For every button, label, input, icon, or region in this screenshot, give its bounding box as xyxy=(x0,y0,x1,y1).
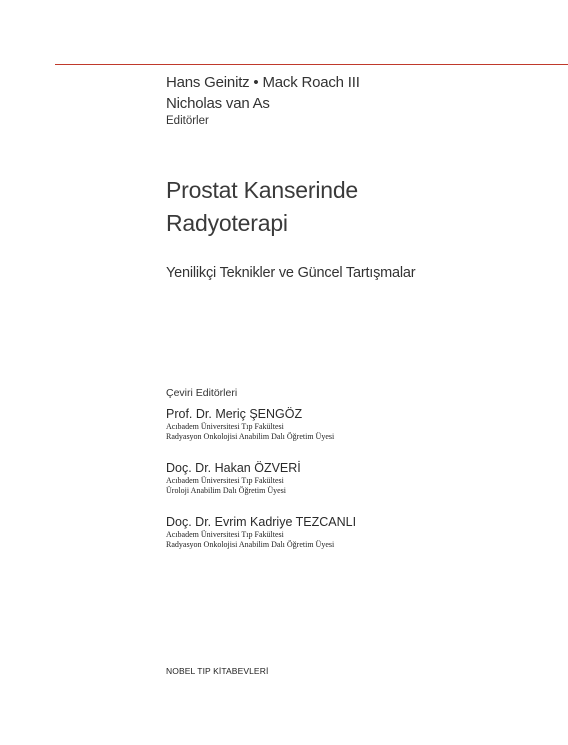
publisher-name: NOBEL TIP KİTABEVLERİ xyxy=(166,666,269,676)
translator-name: Doç. Dr. Evrim Kadriye TEZCANLI xyxy=(166,515,357,529)
translator-affiliation-line-2: Radyasyon Onkolojisi Anabilim Dalı Öğretim Üyesi xyxy=(166,540,335,549)
translator-affiliation-line-1: Acıbadem Üniversitesi Tıp Fakültesi xyxy=(166,476,284,485)
editors-names-line-2: Nicholas van As xyxy=(166,95,270,112)
translator-name: Doç. Dr. Hakan ÖZVERİ xyxy=(166,461,301,475)
translator-entry xyxy=(166,406,356,442)
editors-role-label: Editörler xyxy=(166,115,209,127)
book-title xyxy=(166,174,358,240)
top-red-rule xyxy=(55,64,568,65)
translator-affiliation-line-1: Acıbadem Üniversitesi Tıp Fakültesi xyxy=(166,530,284,539)
book-subtitle: Yenilikçi Teknikler ve Güncel Tartışmalar xyxy=(166,265,416,281)
translator-affiliation-line-2: Üroloji Anabilim Dalı Öğretim Üyesi xyxy=(166,486,286,495)
translation-editors-section xyxy=(166,386,356,568)
translator-name: Prof. Dr. Meriç ŞENGÖZ xyxy=(166,407,303,421)
book-title-line-2: Radyoterapi xyxy=(166,210,288,236)
translator-affiliation-line-1: Acıbadem Üniversitesi Tıp Fakültesi xyxy=(166,422,284,431)
editors-names-line-1: Hans Geinitz • Mack Roach III xyxy=(166,74,360,91)
translator-entry xyxy=(166,460,356,496)
translator-affiliation-line-2: Radyasyon Onkolojisi Anabilim Dalı Öğretim Üyesi xyxy=(166,432,335,441)
translation-editors-heading: Çeviri Editörleri xyxy=(166,387,238,399)
translator-entry xyxy=(166,514,356,550)
book-title-line-1: Prostat Kanserinde xyxy=(166,177,359,203)
editors-block xyxy=(166,72,360,128)
